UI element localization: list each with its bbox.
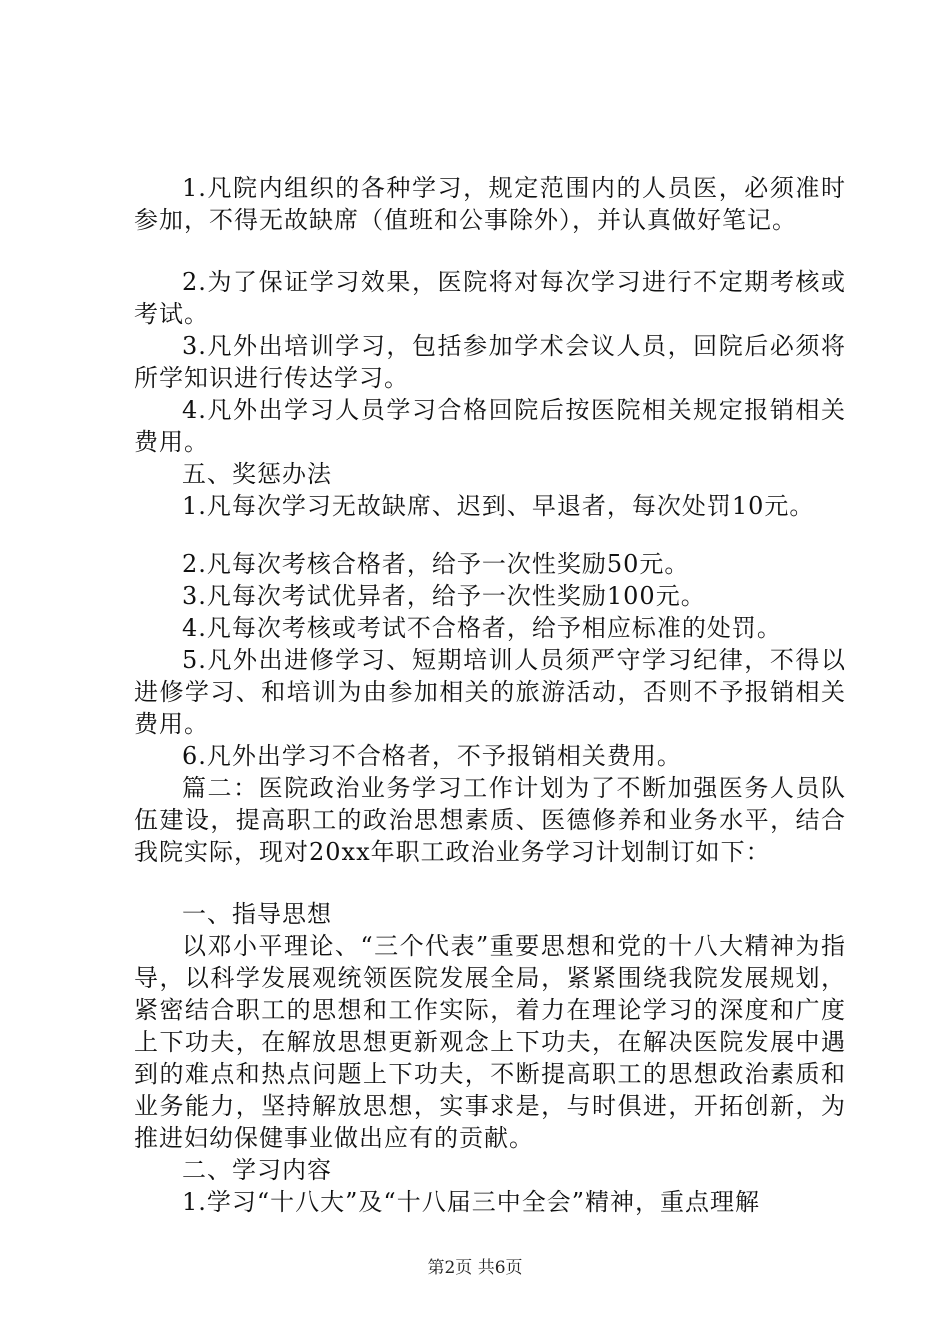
reward-item-5: 5.凡外出进修学习、短期培训人员须严守学习纪律，不得以进修学习、和培训为由参加相关的旅游活动，否则不予报销相关费用。 [134, 646, 846, 738]
rule-paragraph-2: 2.为了保证学习效果，医院将对每次学习进行不定期考核或考试。 [134, 268, 846, 328]
study-content-item-1: 1.学习“十八大”及“十八届三中全会”精神，重点理解 [182, 1188, 760, 1216]
rule-paragraph-3: 3.凡外出培训学习，包括参加学术会议人员，回院后必须将所学知识进行传达学习。 [134, 332, 846, 392]
rule-paragraph-1: 1.凡院内组织的各种学习，规定范围内的人员医，必须准时参加，不得无故缺席（值班和公事除外），并认真做好笔记。 [134, 174, 846, 234]
rule-paragraph-4: 4.凡外出学习人员学习合格回院后按医院相关规定报销相关费用。 [134, 396, 846, 456]
reward-item-3: 3.凡每次考试优异者，给予一次性奖励100元。 [182, 582, 706, 610]
reward-item-6: 6.凡外出学习不合格者，不予报销相关费用。 [182, 742, 682, 770]
part-two-intro: 篇二：医院政治业务学习工作计划为了不断加强医务人员队伍建设，提高职工的政治思想素质、医德修养和业务水平，结合我院实际，现对20xx年职工政治业务学习计划制订如下： [134, 774, 846, 866]
guiding-thought-paragraph: 以邓小平理论、“三个代表”重要思想和党的十八大精神为指导，以科学发展观统领医院发展全局，紧紧围绕我院发展规划，紧密结合职工的思想和工作实际，着力在理论学习的深度和广度上下功夫，在解放思想更新观念上下功夫，在解决医院发展中遇到的难点和热点问题上下功夫，不断提高职工的思想政治素质和业务能力，坚持解放思想，实事求是，与时俱进，开拓创新，为推进妇幼保健事业做出应有的贡献。 [134, 932, 846, 1152]
reward-item-2: 2.凡每次考核合格者，给予一次性奖励50元。 [182, 550, 690, 578]
reward-item-1: 1.凡每次学习无故缺席、迟到、早退者，每次处罚10元。 [182, 492, 815, 520]
section-heading-rewards: 五、奖惩办法 [182, 460, 332, 488]
reward-item-4: 4.凡每次考核或考试不合格者，给予相应标准的处罚。 [182, 614, 782, 642]
page-footer: 第2页 共6页 [427, 1258, 523, 1278]
document-body [134, 172, 846, 1218]
section-heading-study-content: 二、学习内容 [182, 1156, 332, 1184]
section-heading-guiding-thought: 一、指导思想 [182, 900, 332, 928]
